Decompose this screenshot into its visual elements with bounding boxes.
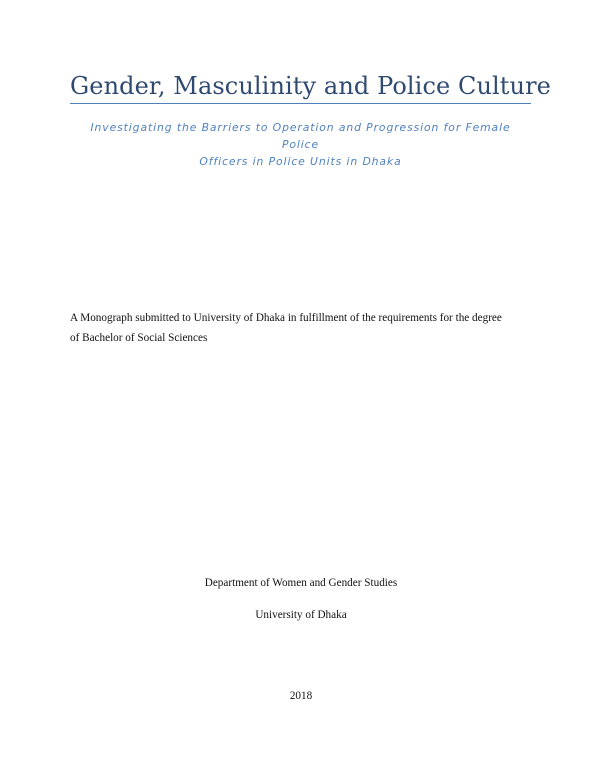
department-name: Department of Women and Gender Studies	[204, 577, 398, 589]
subtitle-line-2: Officers in Police Units in Dhaka	[199, 155, 402, 168]
title-underline-rule	[70, 103, 531, 104]
document-subtitle	[70, 119, 531, 170]
submission-statement-line-2: of Bachelor of Social Sciences	[70, 332, 208, 344]
document-title: Gender, Masculinity and Police Culture	[70, 72, 551, 100]
university-name: University of Dhaka	[255, 609, 347, 621]
submission-year: 2018	[289, 690, 313, 702]
subtitle-line-1: Investigating the Barriers to Operation and Progression for Female Police	[90, 121, 511, 151]
submission-statement-line-1: A Monograph submitted to University of Dhaka in fulfillment of the requirements for the degree	[70, 312, 502, 324]
